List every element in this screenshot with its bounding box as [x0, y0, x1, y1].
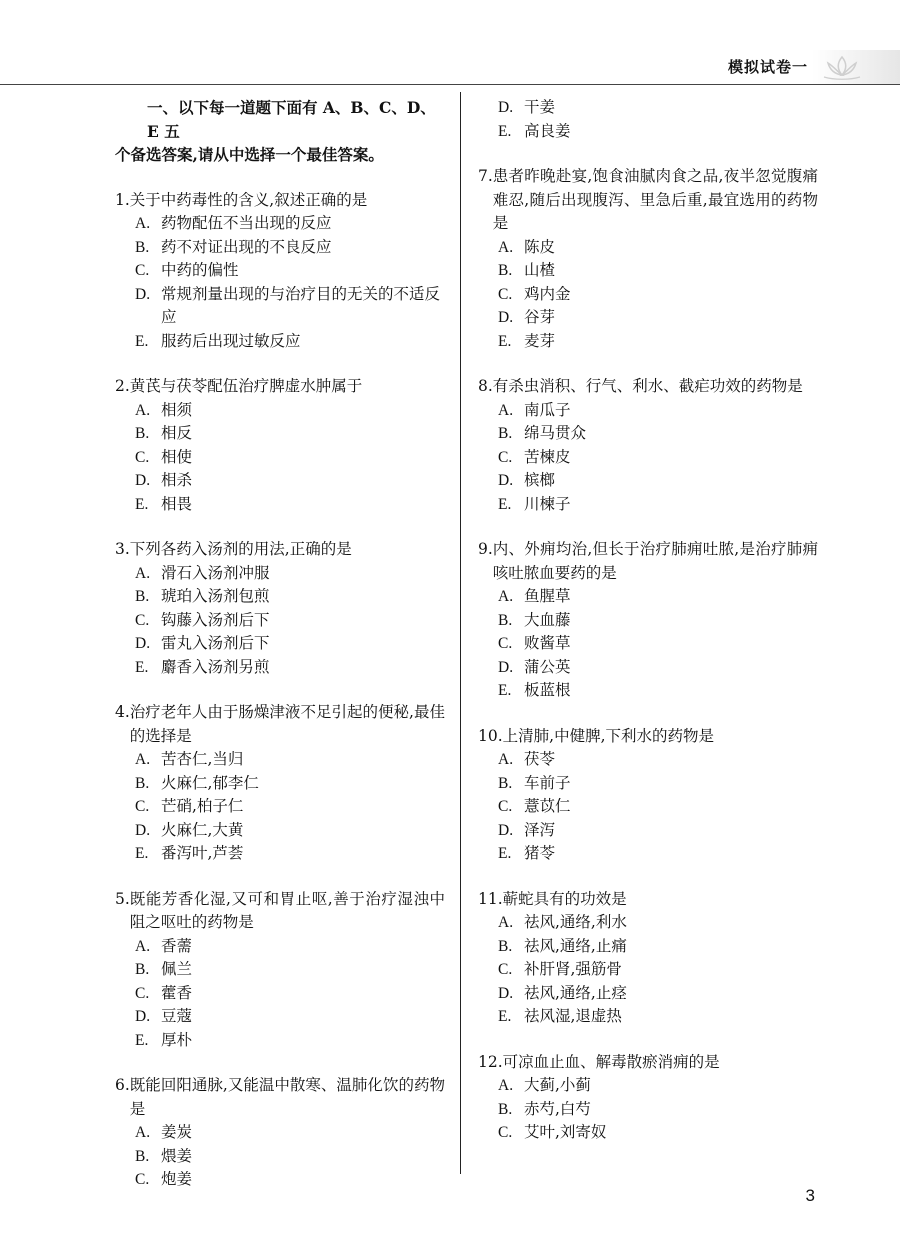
question-text: 黄芪与茯苓配伍治疗脾虚水肿属于	[129, 377, 363, 395]
question-number: 12.	[478, 1052, 503, 1071]
option-letter: A.	[498, 401, 514, 419]
option-letter: E.	[498, 682, 512, 699]
question-number: 10.	[478, 726, 503, 745]
option-letter: B.	[135, 588, 150, 605]
question-item	[115, 701, 445, 866]
option-letter: B.	[498, 774, 513, 792]
option-text: 香薷	[161, 936, 193, 955]
option-letter: E.	[135, 1031, 149, 1049]
answer-option	[115, 772, 445, 796]
option-text: 钩藤入汤剂后下	[161, 610, 270, 629]
question-stem	[115, 375, 445, 399]
answer-option	[115, 609, 445, 633]
answer-option	[115, 656, 445, 680]
question-number: 2.	[115, 377, 130, 395]
question-stem	[478, 375, 818, 399]
left-column	[115, 96, 445, 1214]
answer-option	[478, 469, 818, 493]
option-text: 南瓜子	[524, 400, 571, 419]
option-text: 赤芍,白芍	[524, 1099, 591, 1118]
answer-option	[115, 399, 445, 423]
answer-option	[478, 772, 818, 796]
left-question-list	[115, 189, 445, 1192]
option-text: 麝香入汤剂另煎	[161, 657, 270, 676]
option-text: 常规剂量出现的与治疗目的无关的不适反应	[161, 284, 441, 326]
option-text: 火麻仁,大黄	[161, 820, 244, 839]
answer-option	[478, 330, 818, 354]
question-text: 蕲蛇具有的功效是	[502, 889, 627, 908]
question-text: 可凉血止血、解毒散瘀消痈的是	[502, 1052, 720, 1071]
answer-option	[478, 1098, 818, 1122]
question-number: 1.	[115, 190, 130, 209]
answer-option	[115, 1029, 445, 1053]
option-text: 槟榔	[524, 471, 556, 489]
answer-option	[478, 493, 818, 517]
answer-option	[478, 120, 818, 144]
option-text: 祛风,通络,止痉	[524, 983, 627, 1002]
question-number: 9.	[478, 540, 493, 558]
option-letter: E.	[498, 122, 512, 140]
answer-option	[478, 748, 818, 772]
page-header	[0, 48, 900, 88]
answer-option	[478, 609, 818, 633]
question-item	[478, 888, 818, 1029]
answer-option	[115, 446, 445, 470]
option-letter: D.	[135, 285, 151, 303]
option-letter: A.	[135, 564, 151, 582]
option-text: 琥珀入汤剂包煎	[161, 587, 270, 605]
option-text: 番泻叶,芦荟	[161, 844, 244, 862]
option-letter: C.	[498, 798, 513, 815]
answer-option	[115, 819, 445, 843]
option-letter: B.	[135, 961, 150, 978]
answer-option	[478, 1121, 818, 1145]
question-item	[478, 538, 818, 703]
option-letter: E.	[498, 495, 512, 513]
answer-option	[115, 469, 445, 493]
option-text: 川楝子	[524, 494, 571, 513]
option-text: 谷芽	[524, 308, 556, 326]
section-instructions	[115, 96, 445, 167]
answer-option	[478, 656, 818, 680]
answer-option	[115, 1005, 445, 1029]
option-letter: B.	[135, 774, 150, 792]
option-text: 苦杏仁,当归	[161, 750, 244, 768]
question-text: 关于中药毒性的含义,叙述正确的是	[129, 190, 368, 209]
option-text: 猪苓	[524, 844, 556, 862]
question-text: 既能回阳通脉,又能温中散寒、温肺化饮的药物是	[129, 1076, 445, 1118]
option-letter: D.	[498, 984, 514, 1002]
question-number: 7.	[478, 167, 493, 185]
question-text: 治疗老年人由于肠燥津液不足引起的便秘,最佳的选择是	[129, 703, 445, 745]
option-letter: A.	[498, 588, 514, 605]
question-text: 患者昨晚赴宴,饱食油腻肉食之品,夜半忽觉腹痛难忍,随后出现腹泻、里急后重,最宜选用的药物是	[492, 167, 818, 232]
question-stem	[115, 701, 445, 748]
answer-option	[478, 306, 818, 330]
option-text: 泽泻	[524, 820, 556, 839]
option-text: 祛风,通络,利水	[524, 913, 627, 931]
question-item	[478, 1051, 818, 1145]
question-stem	[115, 1074, 445, 1121]
option-text: 茯苓	[524, 750, 556, 768]
option-text: 麦芽	[524, 331, 556, 350]
option-text: 豆蔻	[161, 1007, 193, 1025]
question-item	[115, 189, 445, 354]
question-text: 既能芳香化湿,又可和胃止呕,善于治疗湿浊中阻之呕吐的药物是	[129, 889, 445, 931]
question-number: 6.	[115, 1076, 130, 1094]
answer-option	[478, 585, 818, 609]
question-item	[115, 538, 445, 679]
question-stem	[478, 538, 818, 585]
option-letter: C.	[135, 611, 150, 629]
option-letter: A.	[135, 1124, 151, 1141]
question-stem	[478, 165, 818, 236]
answer-option	[115, 236, 445, 260]
option-text: 滑石入汤剂冲服	[161, 563, 270, 582]
answer-option	[478, 795, 818, 819]
question-item	[115, 888, 445, 1053]
answer-option	[478, 422, 818, 446]
option-letter: D.	[135, 472, 151, 489]
option-text: 相须	[161, 400, 193, 419]
column-divider	[460, 92, 461, 1174]
option-text: 苦楝皮	[524, 447, 571, 466]
option-letter: C.	[498, 635, 513, 652]
option-text: 大蓟,小蓟	[524, 1076, 591, 1094]
option-letter: C.	[498, 448, 513, 466]
option-text: 山楂	[524, 261, 556, 279]
option-letter: D.	[498, 309, 514, 326]
option-letter: D.	[498, 472, 514, 489]
answer-option	[478, 632, 818, 656]
answer-option	[115, 1121, 445, 1145]
option-text: 服药后出现过敏反应	[161, 331, 301, 350]
option-letter: D.	[135, 821, 151, 839]
answer-option	[115, 330, 445, 354]
option-text: 中药的偏性	[161, 261, 239, 279]
answer-option	[478, 236, 818, 260]
question-text: 内、外痈均治,但长于治疗肺痈吐脓,是治疗肺痈咳吐脓血要药的是	[492, 540, 818, 582]
right-question-list	[478, 165, 818, 1145]
answer-option	[115, 283, 445, 330]
question-text: 下列各药入汤剂的用法,正确的是	[129, 540, 352, 558]
option-letter: B.	[498, 425, 513, 442]
lotus-logo-icon	[822, 54, 862, 80]
option-text: 药物配伍不当出现的反应	[161, 214, 332, 232]
answer-option	[478, 399, 818, 423]
option-letter: B.	[135, 238, 150, 256]
option-letter: D.	[135, 1008, 151, 1025]
option-text: 相使	[161, 447, 193, 466]
option-letter: B.	[135, 425, 150, 442]
option-letter: C.	[498, 961, 513, 978]
option-text: 车前子	[524, 773, 571, 792]
option-letter: A.	[498, 914, 514, 931]
option-text: 薏苡仁	[524, 797, 571, 815]
answer-option	[478, 819, 818, 843]
instructions-line-1: 一、以下每一道题下面有 A、B、C、D、E 五	[147, 98, 436, 141]
answer-option	[115, 795, 445, 819]
answer-option	[115, 935, 445, 959]
option-text: 高良姜	[524, 121, 571, 140]
option-text: 相杀	[161, 471, 193, 489]
option-letter: A.	[135, 937, 151, 955]
option-text: 相畏	[161, 494, 193, 513]
answer-option	[115, 259, 445, 283]
question-stem	[478, 1051, 818, 1075]
answer-option	[478, 935, 818, 959]
option-text: 鸡内金	[524, 284, 571, 303]
option-letter: B.	[498, 611, 513, 629]
answer-option	[115, 982, 445, 1006]
answer-option	[115, 212, 445, 236]
option-text: 祛风湿,退虚热	[524, 1007, 622, 1025]
option-text: 相反	[161, 424, 193, 442]
option-letter: A.	[135, 401, 151, 419]
option-letter: A.	[498, 751, 514, 768]
right-column	[478, 96, 818, 1167]
option-letter: A.	[498, 1077, 514, 1094]
answer-option	[478, 982, 818, 1006]
answer-option	[115, 562, 445, 586]
option-text: 藿香	[161, 983, 193, 1002]
option-letter: B.	[498, 262, 513, 279]
option-letter: E.	[135, 332, 149, 350]
question-text: 有杀虫消积、行气、利水、截疟功效的药物是	[492, 377, 803, 395]
option-text: 雷丸入汤剂后下	[161, 634, 270, 652]
option-letter: E.	[498, 1008, 512, 1025]
answer-option	[478, 259, 818, 283]
question-number: 11.	[478, 889, 503, 908]
option-text: 佩兰	[161, 960, 193, 978]
option-letter: D.	[498, 821, 514, 839]
option-letter: C.	[135, 262, 150, 279]
answer-option	[478, 911, 818, 935]
option-letter: C.	[498, 1124, 513, 1141]
question-stem	[115, 538, 445, 562]
option-letter: B.	[498, 937, 513, 955]
question-item	[478, 375, 818, 516]
option-text: 蒲公英	[524, 657, 571, 676]
option-letter: D.	[135, 635, 151, 652]
answer-option	[115, 1145, 445, 1169]
question-stem	[478, 725, 818, 749]
option-text: 火麻仁,郁李仁	[161, 773, 259, 792]
option-letter: A.	[135, 215, 151, 232]
header-title: 模拟试卷一	[727, 58, 808, 76]
option-letter: C.	[135, 1171, 150, 1188]
option-text: 祛风,通络,止痛	[524, 936, 627, 955]
question-item	[478, 725, 818, 866]
option-letter: C.	[135, 448, 150, 466]
answer-option	[478, 283, 818, 307]
option-letter: E.	[135, 495, 149, 513]
question-number: 3.	[115, 540, 130, 558]
option-text: 药不对证出现的不良反应	[161, 237, 332, 256]
option-letter: D.	[498, 99, 514, 116]
option-text: 补肝肾,强筋骨	[524, 960, 622, 978]
answer-option	[478, 842, 818, 866]
option-text: 姜炭	[161, 1123, 193, 1141]
option-text: 厚朴	[161, 1030, 193, 1049]
option-text: 陈皮	[524, 237, 556, 256]
instructions-line-2: 个备选答案,请从中选择一个最佳答案。	[115, 145, 384, 164]
answer-option	[478, 96, 818, 120]
answer-option	[478, 958, 818, 982]
continued-options	[478, 96, 818, 143]
option-letter: C.	[135, 798, 150, 815]
answer-option	[115, 632, 445, 656]
question-item	[115, 375, 445, 516]
answer-option	[115, 422, 445, 446]
answer-option	[115, 748, 445, 772]
question-item	[115, 1074, 445, 1192]
option-letter: E.	[498, 332, 512, 350]
option-letter: C.	[135, 984, 150, 1002]
option-text: 绵马贯众	[524, 424, 587, 442]
option-text: 艾叶,刘寄奴	[524, 1123, 607, 1141]
option-text: 板蓝根	[524, 681, 571, 699]
option-text: 炮姜	[161, 1170, 193, 1188]
question-item	[478, 165, 818, 353]
option-text: 鱼腥草	[524, 587, 571, 605]
header-decoration	[812, 50, 900, 85]
option-text: 煨姜	[161, 1146, 193, 1165]
question-number: 5.	[115, 889, 130, 908]
answer-option	[478, 446, 818, 470]
option-letter: C.	[498, 285, 513, 303]
answer-option	[115, 958, 445, 982]
answer-option	[478, 1005, 818, 1029]
answer-option	[478, 679, 818, 703]
answer-option	[115, 1168, 445, 1192]
answer-option	[115, 842, 445, 866]
question-stem	[115, 888, 445, 935]
option-text: 干姜	[524, 98, 556, 116]
answer-option	[115, 493, 445, 517]
answer-option	[115, 585, 445, 609]
option-text: 芒硝,柏子仁	[161, 797, 244, 815]
answer-option	[478, 1074, 818, 1098]
option-letter: B.	[498, 1100, 513, 1118]
option-letter: B.	[135, 1147, 150, 1165]
option-text: 败酱草	[524, 634, 571, 652]
option-letter: A.	[498, 238, 514, 256]
question-number: 8.	[478, 377, 493, 395]
option-letter: E.	[135, 658, 149, 676]
header-rule	[0, 84, 900, 85]
option-text: 大血藤	[524, 610, 571, 629]
question-text: 上清肺,中健脾,下利水的药物是	[502, 726, 715, 745]
option-letter: A.	[135, 751, 151, 768]
question-number: 4.	[115, 703, 130, 721]
option-letter: E.	[135, 845, 149, 862]
option-letter: D.	[498, 658, 514, 676]
question-stem	[478, 888, 818, 912]
page-number: 3	[805, 1186, 815, 1205]
option-letter: E.	[498, 845, 512, 862]
question-stem	[115, 189, 445, 213]
